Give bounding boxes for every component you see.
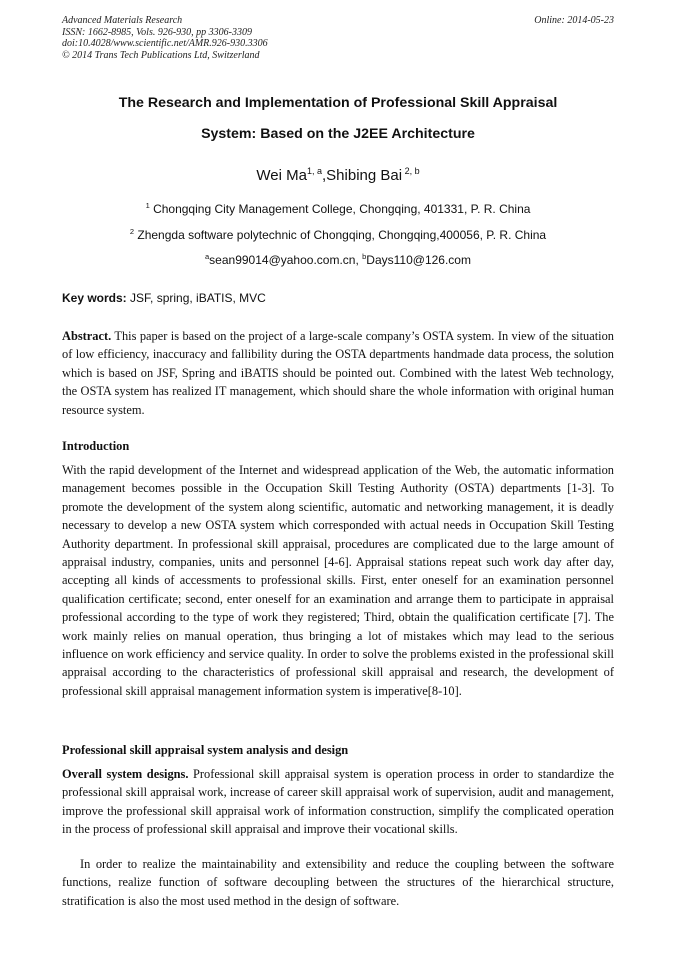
affiliation-2-marker: 2 xyxy=(129,227,135,236)
introduction-paragraph: With the rapid development of the Internet and widespread application of the Web, the automatic information management becomes possible in the Occupation Skill Testing Authority (OSTA) departments [1-3]. To promote the development of the system along scientific, automatic and networking management, it is deadly necessary to develop a new OSTA system which corresponded with actual needs in Occupation Skill Testing Authority department. In professional skill appraisal, procedures are complicated due to the large amount of appraisal industry, companies, units and personnel [4-6]. Appraisal stations repeat such work day after day, accepting all kinds of accessments to professional skills. First, enter oneself for an examination personnel qualification certificate; second, enter oneself for an examination and arrange them to participate in appraisal professional according to the type of work they registered; Third, obtain the qualification certificate [7]. The work mainly relies on manual operation, thus bringing a lot of mistakes which may lead to the serious influence on work efficiency and service quality. In order to solve the problems existed in the professional skill appraisal according to the characteristics of professional skill appraisal and research, the development of professional skill appraisal management information system is imperative[8-10]. xyxy=(62,463,614,698)
author-line xyxy=(62,166,614,186)
section-2-heading: Professional skill appraisal system analysis and design xyxy=(62,743,349,757)
author-1-affil: 1, a xyxy=(306,166,322,176)
author-1: Wei Ma xyxy=(256,167,307,184)
affiliation-2-text: Zhengda software polytechnic of Chongqing, Chongqing,400056, P. R. China xyxy=(134,228,547,242)
overall-design-label: Overall system designs. xyxy=(62,767,189,781)
abstract xyxy=(62,327,614,419)
email-a: sean99014@yahoo.com.cn, xyxy=(209,253,363,267)
journal-header xyxy=(62,15,614,61)
online-date: Online: 2014-05-23 xyxy=(534,15,614,26)
maintainability-paragraph xyxy=(62,855,614,910)
maintainability-text: In order to realize the maintainability and extensibility and reduce the coupling between the software functions, realize function of software decoupling between the structures of the hierarchical structure, stratification is also the most used method in the design of software. xyxy=(62,857,614,908)
introduction-heading: Introduction xyxy=(62,439,130,453)
email-b-marker: b xyxy=(362,252,367,261)
keywords xyxy=(62,290,614,306)
email-b: Days110@126.com xyxy=(366,253,471,267)
title-line-2: System: Based on the J2EE Architecture xyxy=(201,126,475,142)
abstract-text: This paper is based on the project of a large-scale company’s OSTA system. In view of the situation of low efficiency, inaccuracy and fallibility during the OSTA departments handmade data process, the solution which is based on JSF, Spring and iBATIS should be pointed out. Combined with the latest Web technology, the OSTA system has realized IT management, which should share the whole information with original human resource system. xyxy=(62,329,614,417)
issn-line: ISSN: 1662-8985, Vols. 926-930, pp 3306-3309 xyxy=(62,26,252,38)
title-line-1: The Research and Implementation of Professional Skill Appraisal xyxy=(118,95,558,111)
author-2: Shibing Bai xyxy=(326,167,403,184)
overall-design-text: Professional skill appraisal system is operation process in order to standardize the professional skill appraisal work, increase of career skill appraisal work of supervision, audit and management, improve the professional skill appraisal work of information construction, simplify the complicated operation in the process of professional skill appraisal and improve their vocational skills. xyxy=(62,767,614,837)
copyright-line: © 2014 Trans Tech Publications Ltd, Switzerland xyxy=(62,49,260,61)
affiliation-1-text: Chongqing City Management College, Chongqing, 401331, P. R. China xyxy=(149,202,531,216)
email-line xyxy=(62,252,614,268)
email-a-marker: a xyxy=(205,252,210,261)
journal-name: Advanced Materials Research xyxy=(62,15,183,26)
affiliation-2 xyxy=(62,227,614,243)
affiliation-1 xyxy=(62,201,614,217)
doi-line: doi:10.4028/www.scientific.net/AMR.926-930.3306 xyxy=(62,38,268,50)
keywords-label: Key words: xyxy=(62,291,127,305)
author-separator: , xyxy=(322,167,327,184)
keywords-text: JSF, spring, iBATIS, MVC xyxy=(126,291,266,305)
affiliation-1-marker: 1 xyxy=(145,201,150,210)
abstract-label: Abstract. xyxy=(62,329,112,343)
author-2-affil: 2, b xyxy=(402,166,420,176)
paper-title xyxy=(62,88,614,150)
overall-design-paragraph xyxy=(62,765,614,839)
